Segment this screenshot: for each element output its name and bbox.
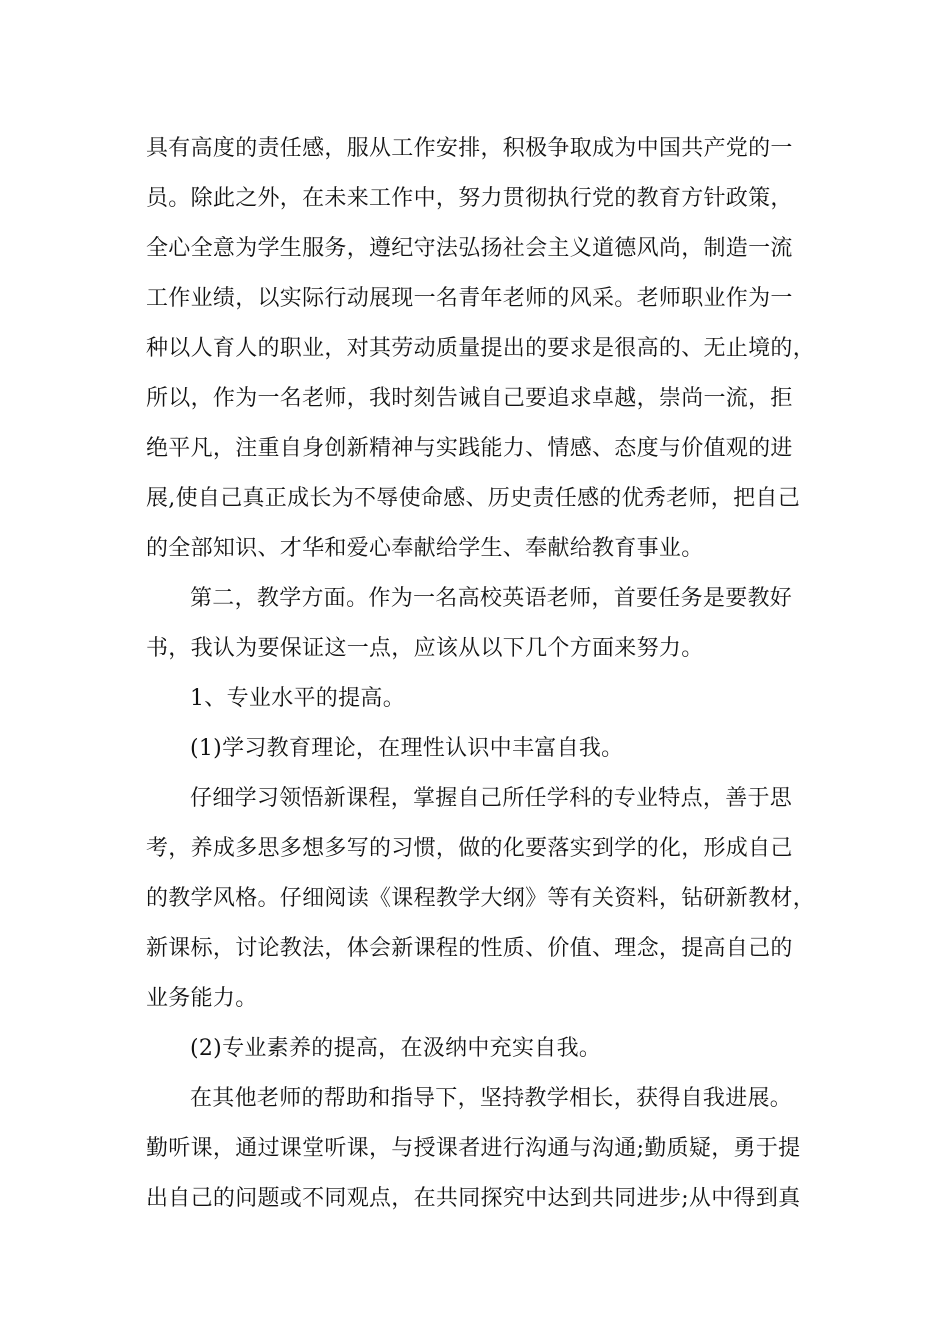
subsection-heading: (2)专业素养的提高，在汲纳中充实自我。: [190, 1036, 602, 1061]
text-line: 出自己的问题或不同观点，在共同探究中达到共同进步;从中得到真: [146, 1186, 801, 1211]
text-line: 种以人育人的职业，对其劳动质量提出的要求是很高的、无止境的，: [146, 336, 816, 361]
section-heading: 1、专业水平的提高。: [190, 686, 405, 711]
text-line: 员。除此之外，在未来工作中，努力贯彻执行党的教育方针政策，: [146, 186, 793, 211]
subsection-heading: (1)学习教育理论，在理性认识中丰富自我。: [190, 736, 624, 761]
text-line: 考，养成多思多想多写的习惯，做的化要落实到学的化，形成自己: [146, 836, 793, 861]
text-line: 具有高度的责任感，服从工作安排，积极争取成为中国共产党的一: [146, 136, 793, 161]
text-line: 工作业绩，以实际行动展现一名青年老师的风采。老师职业作为一: [146, 286, 793, 311]
text-line: 的全部知识、才华和爱心奉献给学生、奉献给教育事业。: [146, 536, 704, 561]
text-line: 所以，作为一名老师，我时刻告诫自己要追求卓越，崇尚一流，拒: [146, 386, 793, 411]
text-line: 展,使自己真正成长为不辱使命感、历史责任感的优秀老师，把自己: [146, 486, 800, 511]
text-line: 业务能力。: [146, 986, 258, 1011]
text-line: 书，我认为要保证这一点，应该从以下几个方面来努力。: [146, 636, 704, 661]
text-line: 全心全意为学生服务，遵纪守法弘扬社会主义道德风尚，制造一流: [146, 236, 793, 261]
text-line: 的教学风格。仔细阅读《课程教学大纲》等有关资料，钻研新教材，: [146, 886, 816, 911]
text-line: 新课标，讨论教法，体会新课程的性质、价值、理念，提高自己的: [146, 936, 793, 961]
text-line: 勤听课，通过课堂听课，与授课者进行沟通与沟通;勤质疑，勇于提: [146, 1136, 801, 1161]
text-line: 绝平凡，注重自身创新精神与实践能力、情感、态度与价值观的进: [146, 436, 793, 461]
paragraph-start-line: 仔细学习领悟新课程，掌握自己所任学科的专业特点，善于思: [190, 786, 793, 811]
paragraph-start-line: 在其他老师的帮助和指导下，坚持教学相长，获得自我进展。: [190, 1086, 793, 1111]
paragraph-start-line: 第二，教学方面。作为一名高校英语老师，首要任务是要教好: [190, 586, 793, 611]
